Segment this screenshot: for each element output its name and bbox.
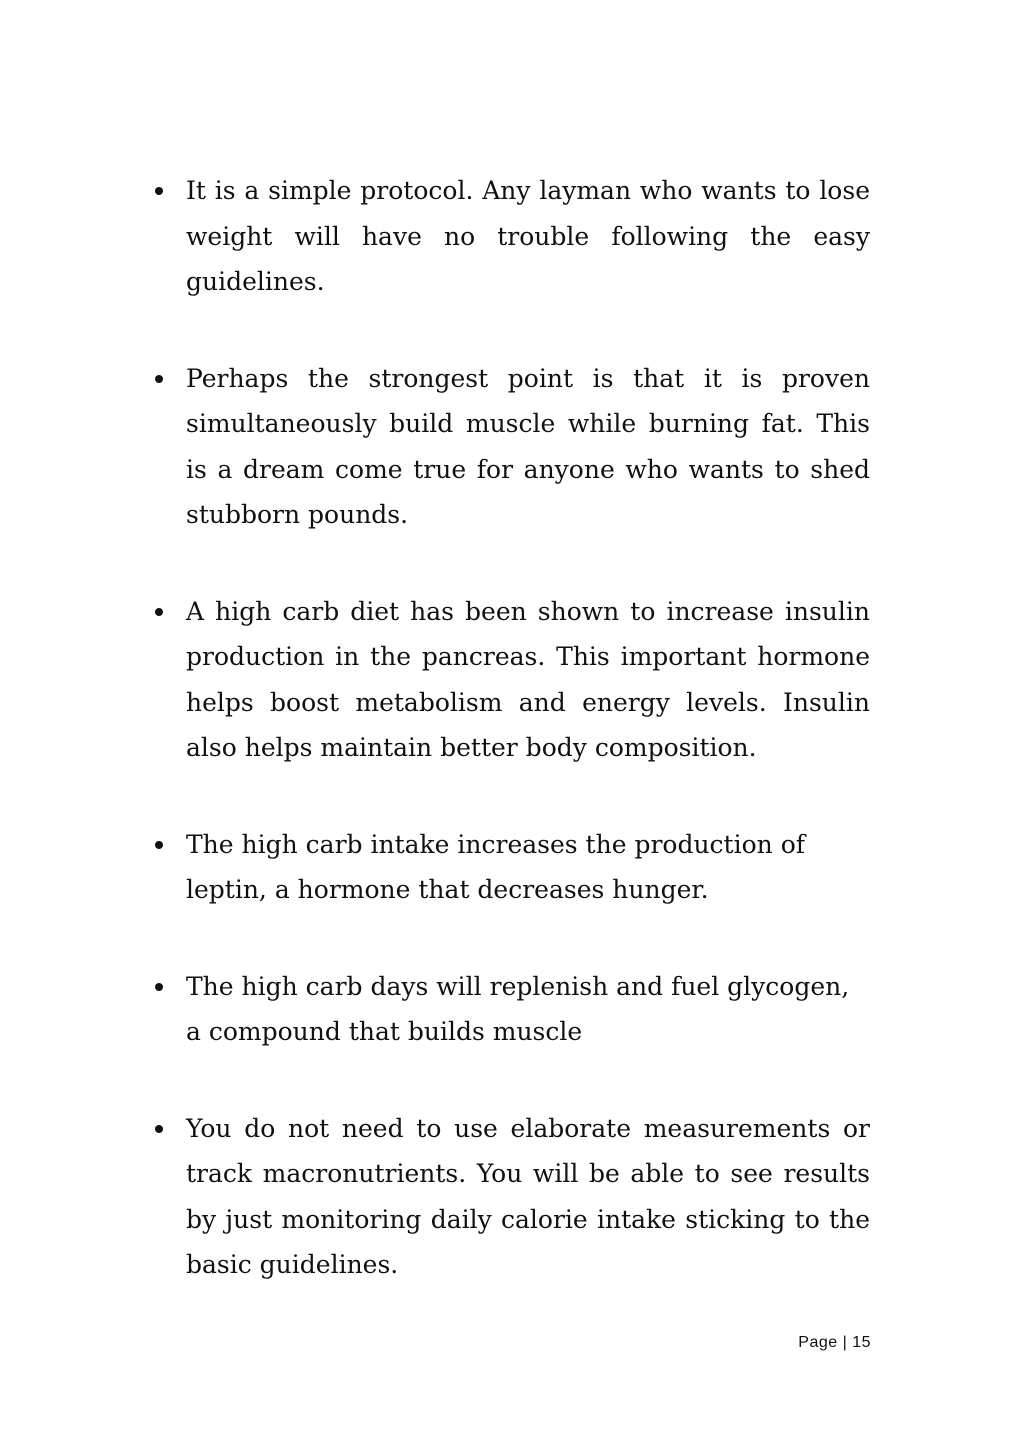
bullet-item	[150, 964, 870, 1055]
bullet-item	[150, 356, 870, 538]
bullet-dot-icon	[155, 608, 163, 616]
bullet-dot-icon	[155, 841, 163, 849]
bullet-dot-icon	[155, 375, 163, 383]
bullet-dot-icon	[155, 187, 163, 195]
bullet-item	[150, 589, 870, 771]
bullet-text: A high carb diet has been shown to increase insulin production in the pancreas. This important hormone helps boost metabolism and energy levels. Insulin also helps maintain better body composition.	[186, 596, 870, 762]
bullet-item	[150, 1106, 870, 1288]
bullet-text: The high carb days will replenish and fuel glycogen, a compound that builds muscle	[186, 971, 850, 1046]
bullet-item	[150, 822, 870, 913]
bullet-text: Perhaps the strongest point is that it is proven simultaneously build muscle while burning fat. This is a dream come true for anyone who wants to shed stubborn pounds.	[186, 363, 870, 529]
bullet-text: It is a simple protocol. Any layman who wants to lose weight will have no trouble following the easy guidelines.	[186, 176, 870, 296]
bullet-dot-icon	[155, 1125, 163, 1133]
bullet-text: The high carb intake increases the production of leptin, a hormone that decreases hunger.	[186, 829, 806, 904]
benefits-bullet-list	[150, 168, 870, 1339]
bullet-dot-icon	[155, 983, 163, 991]
page-number-footer: Page | 15	[798, 1334, 871, 1351]
bullet-text: You do not need to use elaborate measurements or track macronutrients. You will be able to see results by just monitoring daily calorie intake sticking to the basic guidelines.	[186, 1113, 870, 1279]
bullet-item	[150, 168, 870, 305]
